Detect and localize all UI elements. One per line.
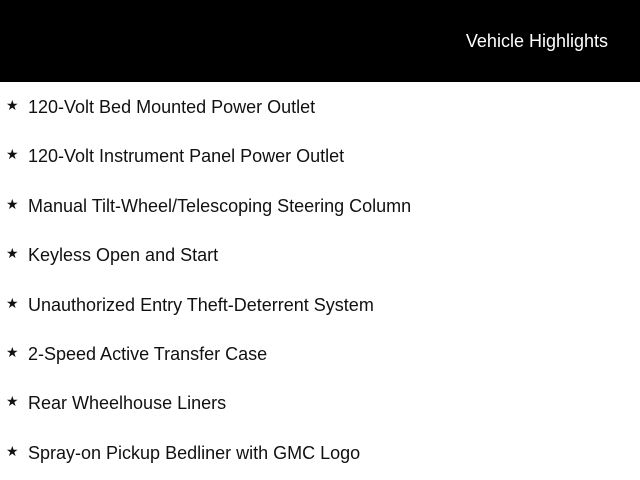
- star-icon: ★: [6, 195, 19, 212]
- star-icon: ★: [6, 245, 19, 262]
- highlight-label: 2-Speed Active Transfer Case: [28, 343, 268, 364]
- highlight-item: [0, 280, 640, 329]
- highlight-item: [0, 230, 640, 279]
- highlight-item: [0, 329, 640, 378]
- highlight-label: 120-Volt Bed Mounted Power Outlet: [28, 97, 316, 117]
- header-title: Vehicle Highlights: [465, 31, 608, 51]
- highlight-label: Spray-on Pickup Bedliner with GMC Logo: [28, 442, 361, 463]
- star-icon: ★: [6, 146, 19, 163]
- star-icon: ★: [6, 343, 19, 360]
- highlight-label: Unauthorized Entry Theft-Deterrent System: [28, 294, 374, 315]
- highlight-item: [0, 378, 640, 427]
- highlight-item: [0, 181, 640, 230]
- star-icon: ★: [6, 97, 19, 113]
- highlight-label: 120-Volt Instrument Panel Power Outlet: [28, 146, 345, 167]
- highlights-list: [0, 82, 640, 477]
- highlight-label: Rear Wheelhouse Liners: [28, 393, 227, 414]
- highlight-label: Keyless Open and Start: [28, 245, 219, 266]
- star-icon: ★: [6, 393, 19, 410]
- highlight-item: [0, 82, 640, 131]
- highlight-item: [0, 131, 640, 180]
- header-bar: [0, 0, 640, 82]
- star-icon: ★: [6, 294, 19, 311]
- highlight-item: [0, 428, 640, 477]
- highlight-label: Manual Tilt-Wheel/Telescoping Steering Column: [28, 195, 412, 216]
- star-icon: ★: [6, 442, 19, 459]
